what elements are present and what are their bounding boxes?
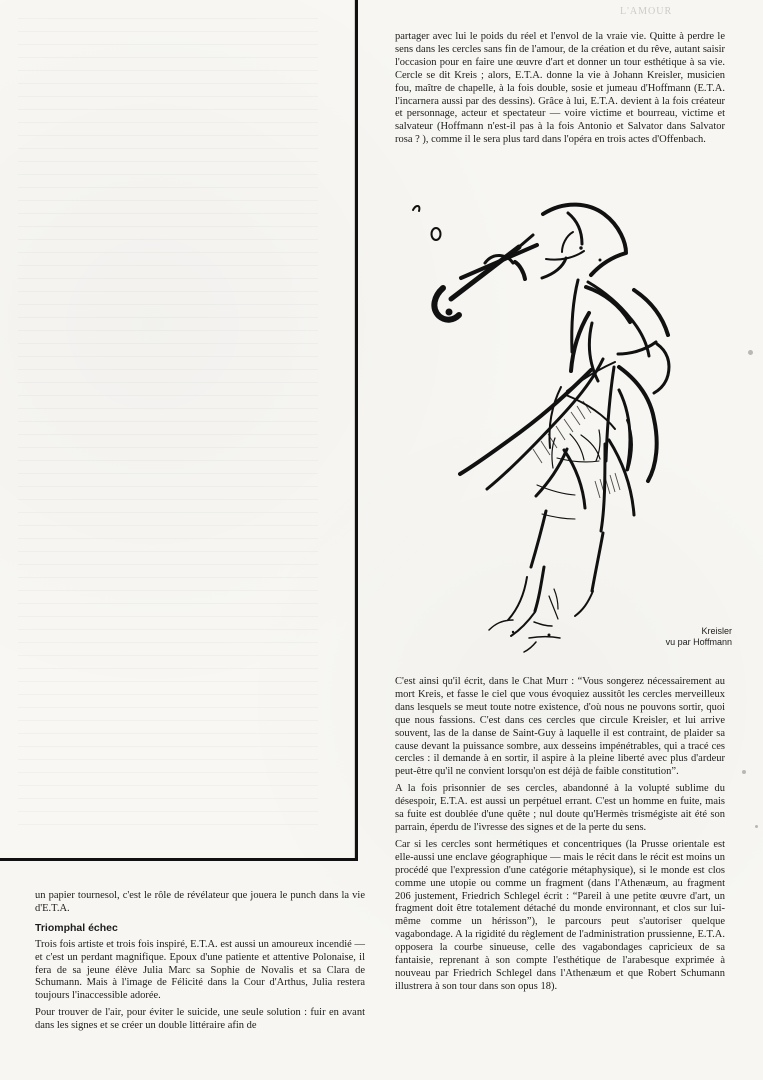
body-paragraph: Pour trouver de l'air, pour éviter le suicide, une seule solution : fuir en avant dans les signes et se créer un double littéraire afin de xyxy=(35,1007,365,1032)
illustration-caption xyxy=(662,626,732,648)
body-paragraph: Car si les cercles sont hermétiques et concentriques (la Prusse orientale est elle-aussi une enclave géographique — mais le récit dans le récit est moins un procédé que l'expression d'une catégorie métaphysique), si le monde est clos comme une utopie ou comme un fragment (dans l'Athenæum, au fragment 206 justement, Friedrich Schlegel écrit : “Pareil à une petite œuvre d'art, un fragment doit être totalement détaché du monde environnant, et clos sur lui-même comme un hérisson”), le parcours peut s'autoriser quelque vagabondage. A la rigidité du règlement de l'administration prussienne, E.T.A. opposera la courbe sinueuse, celle des vagabondages capricieux de sa fantaisie, reprenant à son compte l'esthétique de l'arabesque exprimée à nouveau par Friedrich Schlegel dans l'Athenæum et que Robert Schumann illustrera à son tour dans son opus 18). xyxy=(395,838,725,992)
scan-speck xyxy=(742,770,746,774)
scan-speck xyxy=(755,825,758,828)
body-paragraph: un papier tournesol, c'est le rôle de révélateur que jouera le punch dans la vie d'E.T.A. xyxy=(35,890,365,914)
right-lower-text-column xyxy=(395,676,725,994)
kreisler-drawing xyxy=(395,194,729,662)
running-header-ghost: L'AMOUR xyxy=(620,6,673,17)
caption-line-1: Kreisler xyxy=(701,626,732,636)
blank-left-panel xyxy=(0,0,358,861)
left-bottom-text-column xyxy=(35,890,365,1033)
caption-line-2: vu par Hoffmann xyxy=(665,636,732,647)
scan-speck xyxy=(748,350,753,355)
body-paragraph: Trois fois artiste et trois fois inspiré, E.T.A. est aussi un amoureux incendié — et c'est un perdant magnifique. Epoux d'une patiente et attentive Polonaise, il fera de sa jeune élève Julia Marc sa Sophie de Novalis et sa Clara de Schumann. Mais à l'image de Félicité dans la Cour d'Arthus, Julia restera toujours l'inaccessible adorée. xyxy=(35,938,365,1002)
kreisler-illustration xyxy=(395,194,729,662)
section-heading: Triomphal échec xyxy=(35,921,118,934)
body-paragraph: partager avec lui le poids du réel et l'envol de la vraie vie. Quitte à perdre le sens dans les cercles sans fin de l'amour, de la création et du rêve, autant saisir l'occasion pour en faire une œuvre d'art et donner un tour esthétique à sa vie. Cercle se dit Kreis ; alors, E.T.A. donne la vie à Johann Kreisler, musicien fou, maître de chapelle, à la fois double, sosie et jumeau d'Hoffmann (E.T.A. l'incarnera aussi par des dessins). Grâce à lui, E.T.A. devient à la fois créateur et personnage, acteur et spectateur — voire victime et bourreau, victime et salvateur (Hoffmann n'est-il pas à la fois Antonio et Salvator dans Salvator rosa ? ), comme il le sera plus tard dans l'opéra en trois actes d'Offenbach. xyxy=(395,31,725,146)
body-paragraph: C'est ainsi qu'il écrit, dans le Chat Murr : “Vous songerez nécessairement au mort Kreis, et fasse le ciel que vous évoquiez aussitôt les cercles merveilleux dans lesquels se meut toute notre existence, d'où nous ne pouvons sortir, quoi que nous fassions. C'est dans ces cercles que circule Kreisler, et lui arrive souvent, las de la danse de Saint-Guy à laquelle il est contraint, de plaider sa cause devant la puissance sombre, aux desseins impénétrables, qui a tracé ces cercles : il demande à en sortir, il aspire à la pleine liberté avec plus d'ardeur peut-être qu'il ne convient lorsqu'on est déjà de faible constitution”. xyxy=(395,676,725,778)
body-paragraph: A la fois prisonnier de ses cercles, abandonné à la volupté sublime du désespoir, E.T.A. est aussi un perpétuel errant. C'est un homme en fuite, mais sa fuite est doublée d'une quête ; nul doute qu'Hermès trismégiste ait été son parrain, éperdu de l'ivresse des signes et de la perte du sens. xyxy=(395,783,725,833)
top-right-text-column xyxy=(395,31,725,147)
show-through-texture xyxy=(18,18,318,828)
